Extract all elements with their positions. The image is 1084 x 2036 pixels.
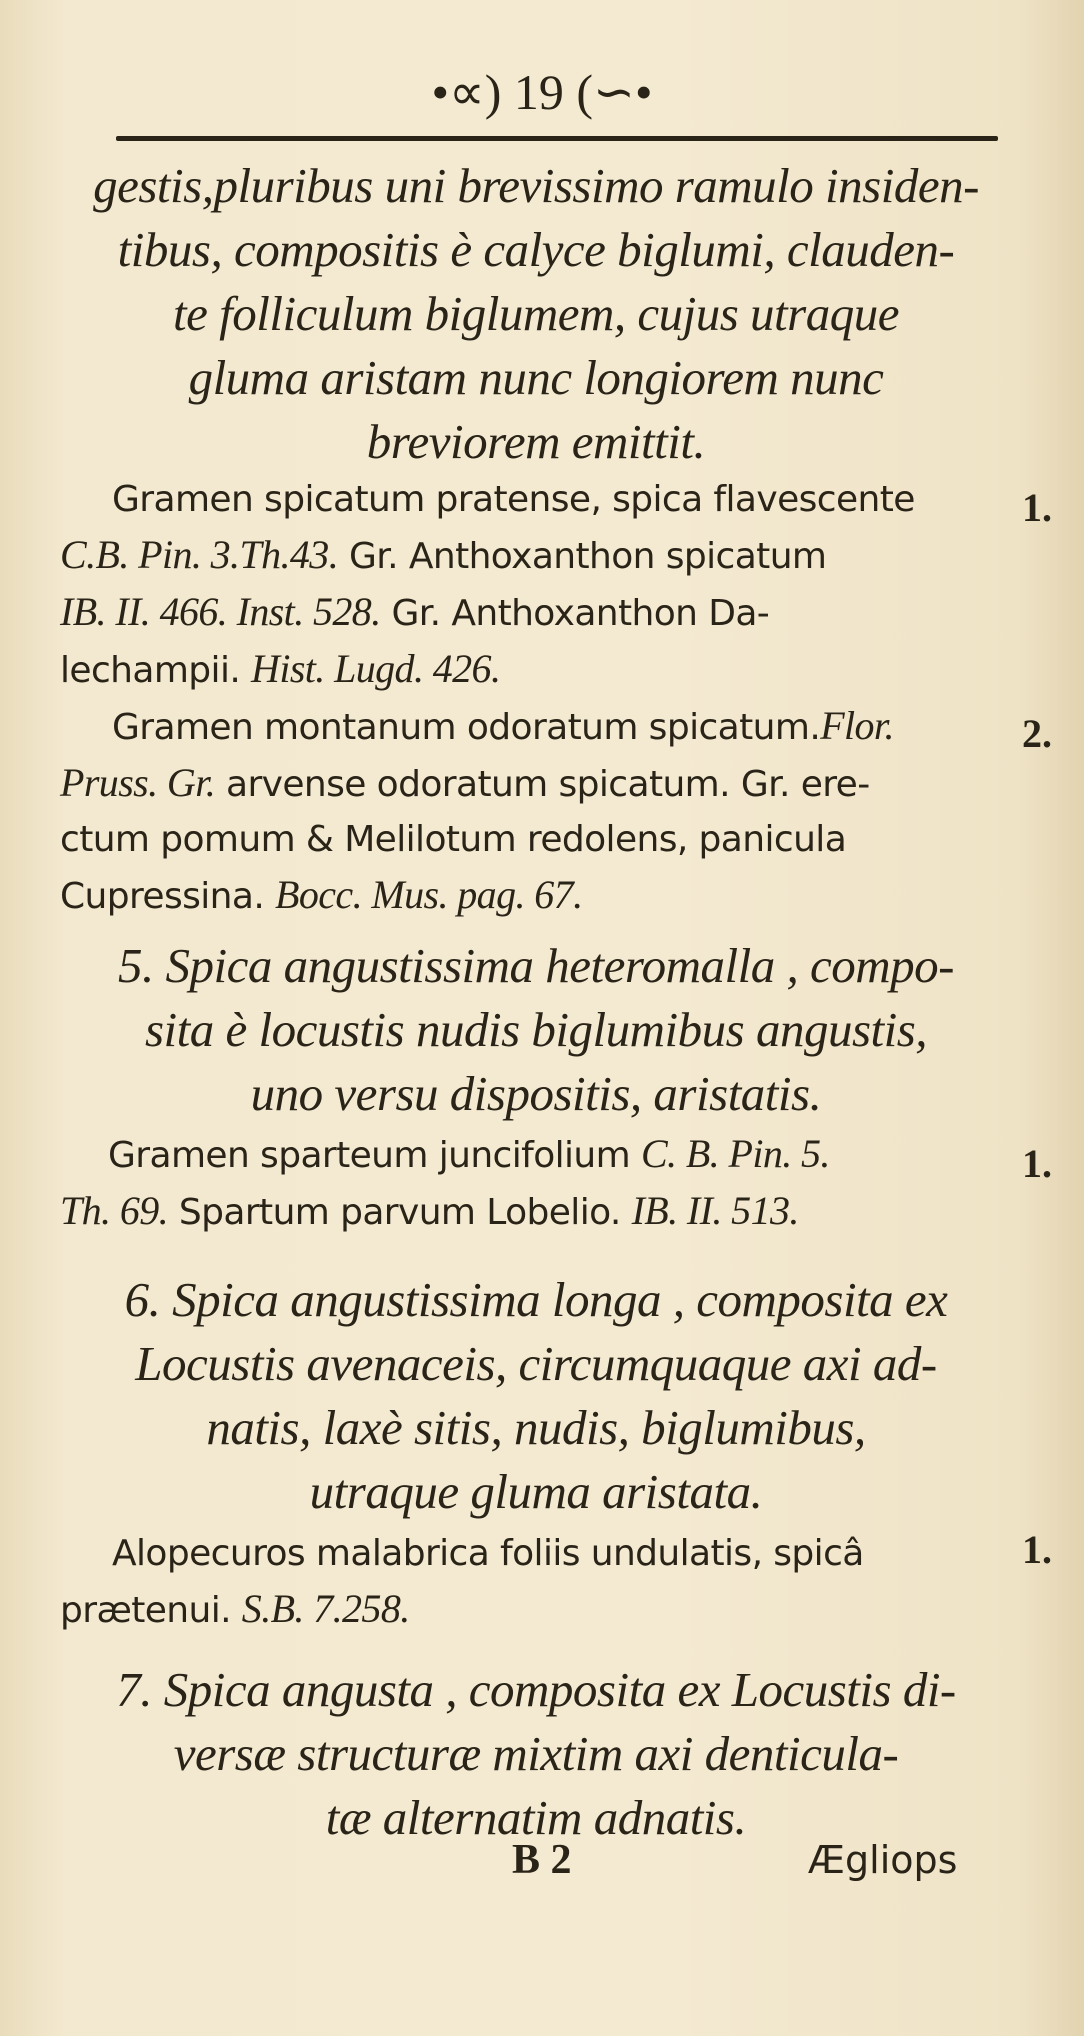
entry-text: Alopecuros malabrica foliis undulatis, spicâ	[112, 1533, 864, 1574]
entry-reference: Hist. Lugd. 426.	[251, 646, 501, 691]
entry-number: 1.	[1022, 1141, 1052, 1186]
entry-text: Gr. Anthoxanthon Da-	[380, 593, 770, 634]
intro-line: te folliculum biglumem, cujus utraque	[173, 286, 899, 341]
section-line: Locustis avenaceis, circumquaque axi ad-	[135, 1336, 937, 1391]
section-line: sita è locustis nudis biglumibus angustis,	[144, 1002, 928, 1057]
entry-text: ctum pomum & Melilotum redolens, panicula	[60, 819, 847, 860]
entry-reference: S.B. 7.258.	[241, 1586, 410, 1631]
entry-text: Gr. Anthoxanthon spicatum	[338, 536, 827, 577]
entry-reference: Flor.	[820, 703, 894, 748]
section-line: uno versu dispositis, aristatis.	[250, 1066, 822, 1121]
synonym-entry	[60, 1526, 864, 1638]
synonym-entry	[60, 1126, 830, 1240]
section-line: tæ alternatim adnatis.	[325, 1790, 747, 1845]
catchword: Ægliops	[808, 1838, 958, 1882]
synonym-entry	[60, 698, 894, 924]
section-line: 7. Spica angusta , composita ex Locustis di-	[116, 1662, 956, 1717]
intro-line: gestis,pluribus uni brevissimo ramulo insiden-	[93, 158, 979, 213]
entry-text: Gramen sparteum juncifolium	[108, 1135, 641, 1176]
intro-line: gluma aristam nunc longiorem nunc	[188, 350, 884, 405]
entry-text: prætenui.	[60, 1590, 242, 1631]
entry-reference: Th. 69.	[60, 1188, 169, 1233]
entry-text: lechampii.	[60, 650, 252, 691]
synonym-entry	[60, 472, 915, 698]
entry-text: Gramen montanum odoratum spicatum.	[112, 707, 821, 748]
section-line: utraque gluma aristata.	[309, 1464, 763, 1519]
entry-number: 2.	[1022, 711, 1052, 756]
entry-text: arvense odoratum spicatum. Gr. ere-	[215, 764, 870, 805]
entry-reference: IB. II. 466. Inst. 528.	[60, 589, 381, 634]
section-line: 6. Spica angustissima longa , composita ex	[124, 1272, 948, 1327]
intro-line: breviorem emittit.	[366, 414, 706, 469]
entry-reference: Pruss. Gr.	[60, 760, 216, 805]
section-line: versæ structuræ mixtim axi denticula-	[173, 1726, 899, 1781]
section-5-description	[56, 934, 1016, 1126]
header-rule	[116, 136, 998, 141]
entry-text: Spartum parvum Lobelio.	[168, 1192, 632, 1233]
entry-text: Cupressina.	[60, 876, 276, 917]
entry-reference: C. B. Pin. 5.	[640, 1131, 830, 1176]
entry-text: Gramen spicatum pratense, spica flavescente	[112, 479, 915, 520]
entry-reference: Bocc. Mus. pag. 67.	[275, 872, 583, 917]
running-head: •∝) 19 (∽•	[431, 64, 653, 120]
entry-number: 1.	[1022, 485, 1052, 530]
section-6-description	[56, 1268, 1016, 1524]
entry-number: 1.	[1022, 1527, 1052, 1572]
section-line: natis, laxè sitis, nudis, biglumibus,	[206, 1400, 866, 1455]
intro-line: tibus, compositis è calyce biglumi, clauden-	[117, 222, 955, 277]
entry-reference: IB. II. 513.	[631, 1188, 799, 1233]
section-line: 5. Spica angustissima heteromalla , compo-	[118, 938, 954, 993]
entry-reference: C.B. Pin. 3.Th.43.	[60, 532, 339, 577]
section-7-description	[56, 1658, 1016, 1850]
intro-paragraph	[56, 154, 1016, 474]
signature-mark: B 2	[512, 1837, 572, 1883]
